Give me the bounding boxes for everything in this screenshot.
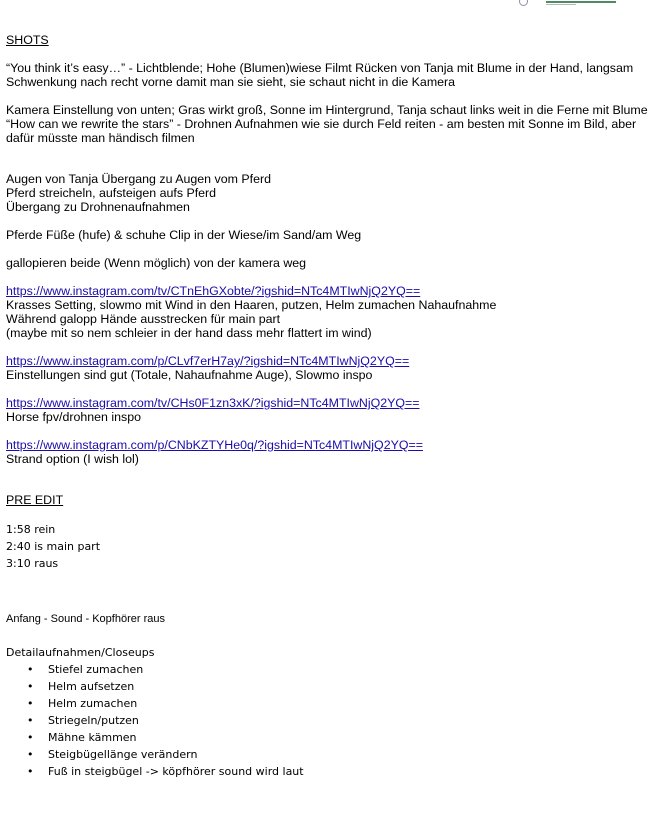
text-line: Krasses Setting, slowmo mit Wind in den Haaren, putzen, Helm zumachen Nahaufnahme — [6, 298, 497, 312]
text-line: Während galopp Hände ausstrecken für main part — [6, 312, 281, 326]
bullet-icon: • — [27, 748, 34, 761]
text-line: Strand option (I wish lol) — [6, 452, 139, 466]
list-item — [6, 661, 651, 678]
reference-block-4 — [6, 438, 651, 466]
list-item — [6, 746, 651, 763]
detail-list — [6, 661, 651, 780]
instagram-link-4[interactable]: https://www.instagram.com/p/CNbKZTYHe0q/?igshid=NTc4MTIwNjQ2YQ== — [6, 438, 423, 452]
reference-block-2 — [6, 354, 651, 382]
text-line: Augen von Tanja Übergang zu Augen vom Pferd — [6, 172, 271, 186]
text-line: Einstellungen sind gut (Totale, Nahaufnahme Auge), Slowmo inspo — [6, 368, 373, 382]
list-item-label: Mähne kämmen — [48, 731, 137, 744]
list-item-label: Helm aufsetzen — [48, 680, 135, 693]
instagram-link-1[interactable]: https://www.instagram.com/tv/CTnEhGXobte/?igshid=NTc4MTIwNjQ2YQ== — [6, 284, 421, 298]
pre-edit-heading: PRE EDIT — [6, 493, 64, 507]
text-line: (maybe mit so nem schleier in der hand dass mehr flattert im wind) — [6, 326, 372, 340]
bullet-icon: • — [27, 765, 34, 778]
shots-heading: SHOTS — [6, 33, 49, 47]
list-item-label: Fuß in steigbügel -> köpfhörer sound wird laut — [48, 765, 304, 778]
text-line: Kamera Einstellung von unten; Gras wirkt groß, Sonne im Hintergrund, Tanja schaut links weit in die Ferne mit Blume — [6, 103, 648, 117]
bullet-icon: • — [27, 714, 34, 727]
list-item-label: Helm zumachen — [48, 697, 138, 710]
shots-paragraph-4: Pferde Füße (hufe) & schuhe Clip in der Wiese/im Sand/am Weg — [6, 228, 362, 242]
list-item-label: Stiefel zumachen — [48, 663, 144, 676]
list-item — [6, 729, 651, 746]
bullet-icon: • — [27, 731, 34, 744]
list-item-label: Striegeln/putzen — [48, 714, 139, 727]
instagram-link-3[interactable]: https://www.instagram.com/tv/CHs0F1zn3xK/?igshid=NTc4MTIwNjQ2YQ== — [6, 396, 420, 410]
time-entry: 2:40 is main part — [6, 540, 101, 553]
text-line: dafür müsste man händisch filmen — [6, 131, 195, 145]
text-line: Übergang zu Drohnenaufnahmen — [6, 200, 190, 214]
detail-section — [6, 644, 651, 780]
text-line: Pferd streicheln, aufsteigen aufs Pferd — [6, 186, 217, 200]
list-item — [6, 678, 651, 695]
list-item — [6, 712, 651, 729]
header-logo — [512, 0, 622, 8]
shots-paragraph-5: gallopieren beide (Wenn möglich) von der kamera weg — [6, 256, 307, 270]
text-line: Schwenkung nach recht vorne damit man sie sieht, sie schaut nicht in die Kamera — [6, 75, 456, 89]
instagram-link-2[interactable]: https://www.instagram.com/p/CLvf7erH7ay/?igshid=NTc4MTIwNjQ2YQ== — [6, 354, 410, 368]
logo-emblem-icon — [519, 0, 528, 6]
list-item — [6, 763, 651, 780]
list-item-label: Steigbügellänge verändern — [48, 748, 198, 761]
shots-paragraph-1 — [6, 61, 651, 89]
document-body — [6, 33, 651, 780]
logo-subtext — [546, 4, 576, 5]
pre-edit-times — [6, 521, 651, 572]
shots-paragraph-2 — [6, 103, 651, 145]
list-item — [6, 695, 651, 712]
time-entry: 1:58 rein — [6, 523, 56, 536]
shots-paragraph-3 — [6, 172, 651, 214]
text-line: “How can we rewrite the stars” - Drohnen Aufnahmen wie sie durch Feld reiten - am besten mit Sonne im Bild, aber — [6, 117, 637, 131]
text-line: “You think it’s easy…” - Lichtblende; Hohe (Blumen)wiese Filmt Rücken von Tanja mit Blume in der Hand, langsam — [6, 61, 634, 75]
anfang-line: Anfang - Sound - Kopfhörer raus — [6, 613, 165, 625]
bullet-icon: • — [27, 663, 34, 676]
reference-block-1 — [6, 284, 651, 340]
time-entry: 3:10 raus — [6, 557, 59, 570]
text-line: Horse fpv/drohnen inspo — [6, 410, 142, 424]
logo-bar — [546, 1, 616, 3]
bullet-icon: • — [27, 680, 34, 693]
reference-block-3 — [6, 396, 651, 424]
bullet-icon: • — [27, 697, 34, 710]
detail-heading: Detailaufnahmen/Closeups — [6, 646, 155, 659]
